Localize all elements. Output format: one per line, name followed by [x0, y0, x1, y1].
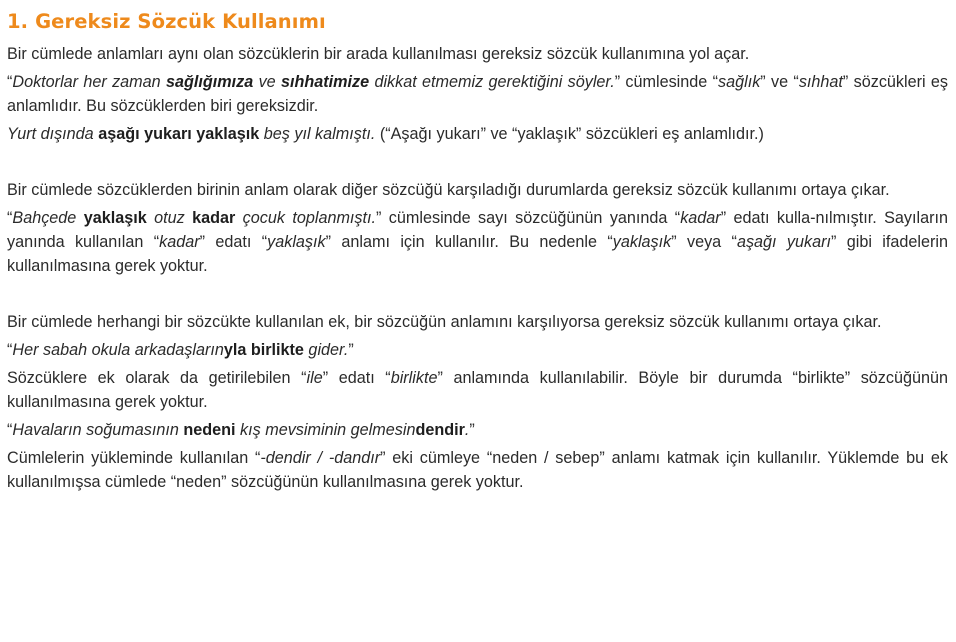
rule-1-example-2: Yurt dışında aşağı yukarı yaklaşık beş yıl kalmıştı. (“Aşağı yukarı” ve “yaklaşık” sözcükleri eş anlamlıdır.): [7, 125, 764, 143]
rule-3-explanation-1: Sözcüklere ek olarak da getirilebilen “ile” edatı “birlikte” anlamında kullanılabilir. Böyle bir durumda “birlikte” sözcüğünün kullanılmasına gerek yoktur.: [7, 369, 949, 411]
rule-3-text: Bir cümlede herhangi bir sözcükte kullanılan ek, bir sözcüğün anlamını karşılıyorsa gereksiz sözcük kullanımı ortaya çıkar.: [7, 313, 882, 331]
section-title: 1. Gereksiz Sözcük Kullanımı: [7, 10, 326, 33]
rule-2-text: Bir cümlede sözcüklerden birinin anlam olarak diğer sözcüğü karşıladığı durumlarda gereksiz sözcük kullanımı ortaya çıkar.: [7, 181, 890, 199]
rule-3-explanation-2: Cümlelerin yükleminde kullanılan “-dendir / -dandır” eki cümleye “neden / sebep” anlamı katmak için kullanılır. Yüklemde bu ek kullanılmışsa cümlede “neden” sözcüğünün kullanılmasına gerek yoktur.: [7, 449, 948, 491]
rule-3-example-2: “Havaların soğumasının nedeni kış mevsiminin gelmesindendir.”: [7, 421, 475, 439]
rule-3-example-1: “Her sabah okula arkadaşlarınyla birlikte gider.”: [7, 341, 354, 359]
rule-1-text: Bir cümlede anlamları aynı olan sözcüklerin bir arada kullanılması gereksiz sözcük kullanımına yol açar.: [7, 45, 750, 63]
rule-1-example-1: “Doktorlar her zaman sağlığımıza ve sıhhatimize dikkat etmemiz gerektiğini söyler.” cümlesinde “sağlık” ve “sıhhat” sözcükleri eş anlamlıdır. Bu sözcüklerden biri gereksizdir.: [7, 73, 949, 115]
rule-2-example-1: “Bahçede yaklaşık otuz kadar çocuk toplanmıştı.” cümlesinde sayı sözcüğünün yanında “kadar” edatı kulla-nılmıştır. Sayıların yanında kullanılan “kadar” edatı “yaklaşık” anlamı için kullanılır. Bu nedenle “yaklaşık” veya “aşağı yukarı” gibi ifadelerin kullanılmasına gerek yoktur.: [7, 209, 948, 275]
